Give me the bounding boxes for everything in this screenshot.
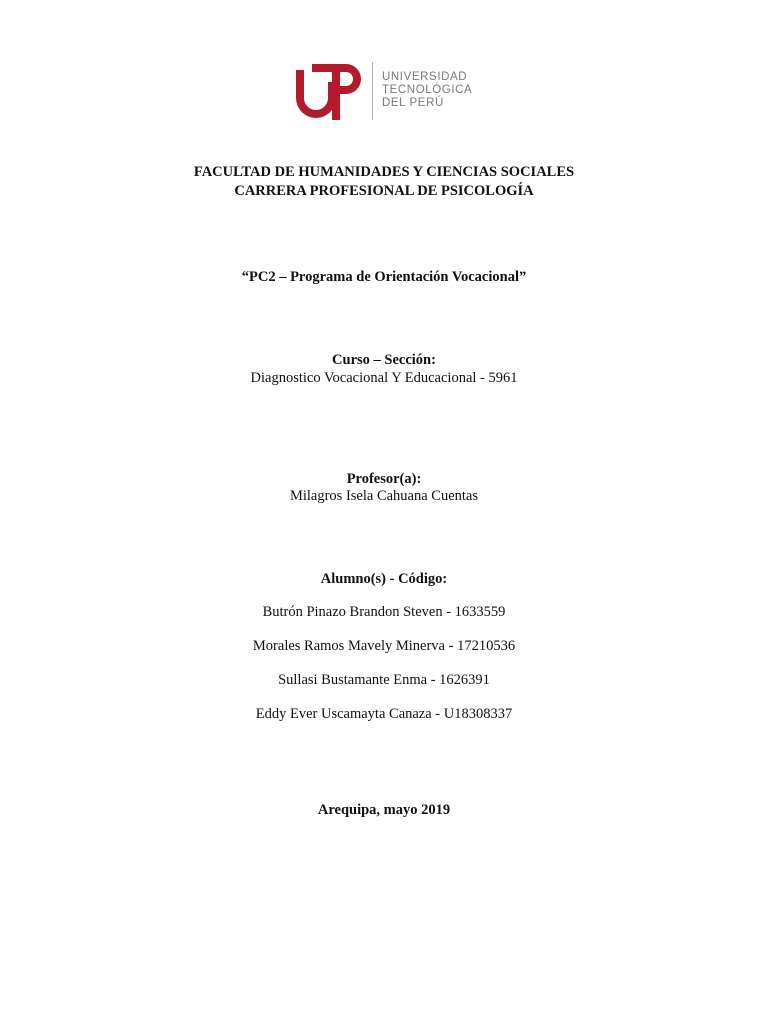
- students-label: Alumno(s) - Código:: [320, 571, 448, 587]
- logo-divider: [372, 62, 373, 120]
- faculty-name: FACULTAD DE HUMANIDADES Y CIENCIAS SOCIALES: [193, 164, 575, 180]
- student-item: Eddy Ever Uscamayta Canaza - U18308337: [255, 706, 513, 722]
- document-title: “PC2 – Programa de Orientación Vocacional”: [241, 269, 527, 285]
- place-date: Arequipa, mayo 2019: [317, 802, 451, 818]
- student-item: Morales Ramos Mavely Minerva - 17210536: [252, 638, 516, 654]
- course-value: Diagnostico Vocacional Y Educacional - 5961: [250, 370, 518, 386]
- student-item: Butrón Pinazo Brandon Steven - 1633559: [262, 604, 506, 620]
- student-item: Sullasi Bustamante Enma - 1626391: [278, 672, 490, 688]
- logo-wordmark: [382, 71, 472, 110]
- professor-value: Milagros Isela Cahuana Cuentas: [289, 488, 479, 504]
- career-name: CARRERA PROFESIONAL DE PSICOLOGÍA: [234, 183, 534, 199]
- professor-label: Profesor(a):: [346, 471, 422, 487]
- logo-line-3: DEL PERÚ: [382, 97, 444, 109]
- logo-line-2: TECNOLÓGICA: [382, 84, 473, 96]
- utp-logo-mark-icon: [292, 60, 364, 124]
- logo-line-1: UNIVERSIDAD: [382, 71, 468, 83]
- course-label: Curso – Sección:: [332, 352, 436, 368]
- university-logo: [292, 60, 482, 124]
